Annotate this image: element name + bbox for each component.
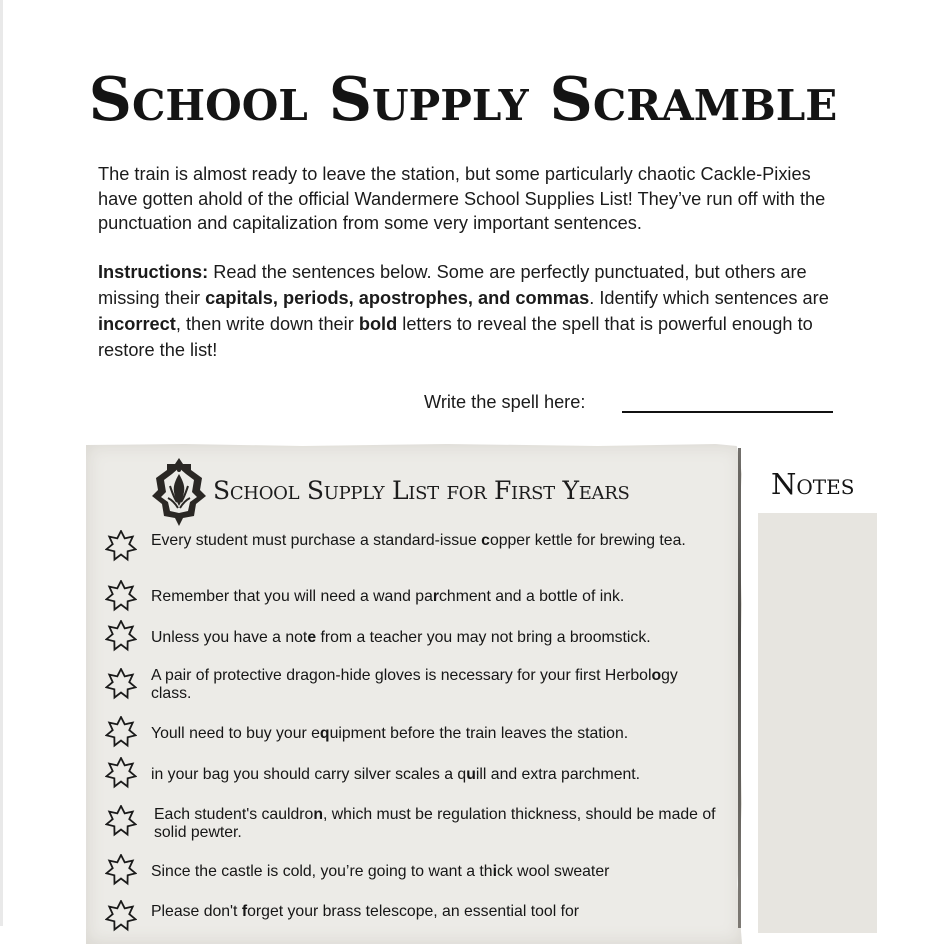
instructions-emphasis: bold [358, 314, 398, 334]
item-text: Please don't [151, 903, 242, 920]
item-text: Unless you have a not [151, 629, 308, 646]
instructions-label: Instructions: [98, 262, 209, 282]
item-text: ill and extra parchment. [475, 766, 641, 783]
supply-list-title: School Supply List for First Years [213, 476, 630, 505]
item-bold-letter: n [313, 806, 323, 823]
item-text: Every student must purchase a standard-issue [151, 532, 482, 549]
supply-list-item [151, 863, 721, 881]
supply-list-item [151, 629, 721, 647]
star-bullet-icon [105, 805, 137, 837]
supply-list-item [151, 667, 721, 703]
item-text: uipment before the train leaves the station. [329, 725, 629, 742]
item-text: A pair of protective dragon-hide gloves is necessary for your first Herbol [151, 667, 652, 684]
item-text: , which must be regulation thickness, should be made of solid pewter. [154, 806, 716, 841]
item-bold-letter: u [466, 766, 476, 783]
item-bold-letter: f [241, 903, 248, 920]
item-bold-letter: c [481, 532, 490, 549]
star-bullet-icon [105, 900, 137, 932]
supply-list-item [151, 903, 721, 921]
notes-box[interactable] [758, 513, 877, 933]
supply-list-item [151, 532, 721, 550]
crest-icon [150, 456, 208, 528]
star-bullet-icon [105, 580, 137, 612]
star-bullet-icon [105, 757, 137, 789]
item-bold-letter: i [492, 863, 497, 880]
supply-list-item [151, 766, 721, 784]
item-text: Since the castle is cold, you’re going to want a th [151, 863, 493, 880]
parchment-edge [738, 448, 741, 928]
star-bullet-icon [105, 854, 137, 886]
item-text: orget your brass telescope, an essential tool for [247, 903, 580, 920]
instructions-text: letters to reveal the spell that is powerful enough to restore the list! [98, 314, 813, 360]
instructions-text: Read the sentences below. Some are perfectly punctuated, but others are missing their [98, 262, 807, 308]
item-text: in your bag you should carry silver scales a q [151, 766, 467, 783]
item-text: from a teacher you may not bring a broomstick. [316, 629, 651, 646]
star-bullet-icon [105, 716, 137, 748]
instructions-emphasis: incorrect [98, 314, 176, 334]
intro-paragraph: The train is almost ready to leave the station, but some particularly chaotic Cackle-Pixies have gotten ahold of the official Wandermere School Supplies List! They’ve run off with the punctuation and capitalization from some very important sentences. [98, 164, 826, 233]
spell-answer-line[interactable] [622, 411, 833, 413]
notes-title: Notes [771, 467, 855, 501]
item-text: Youll need to buy your e [151, 725, 320, 742]
star-bullet-icon [105, 668, 137, 700]
instructions-text: . Identify which sentences are [589, 288, 829, 308]
item-bold-letter: e [307, 629, 317, 646]
item-text: opper kettle for brewing tea. [489, 532, 686, 549]
instructions-text: , then write down their [175, 314, 359, 334]
item-bold-letter: q [319, 725, 330, 742]
item-bold-letter: o [651, 667, 662, 684]
supply-list-item [154, 806, 724, 842]
page-title: School Supply Scramble [88, 65, 838, 135]
item-bold-letter: r [432, 588, 440, 605]
item-text: Each student's cauldro [154, 806, 314, 823]
item-text: chment and a bottle of ink. [439, 588, 625, 605]
item-text: ck wool sweater [496, 863, 610, 880]
instructions-emphasis: capitals, periods, apostrophes, and commas [205, 288, 590, 308]
supply-list-item [151, 588, 721, 606]
spell-prompt: Write the spell here: [424, 392, 586, 412]
item-text: Remember that you will need a wand pa [151, 588, 433, 605]
instructions-paragraph [98, 259, 838, 363]
supply-list-item [151, 725, 721, 743]
item-text: gy class. [151, 667, 678, 702]
star-bullet-icon [105, 620, 137, 652]
star-bullet-icon [105, 530, 137, 562]
